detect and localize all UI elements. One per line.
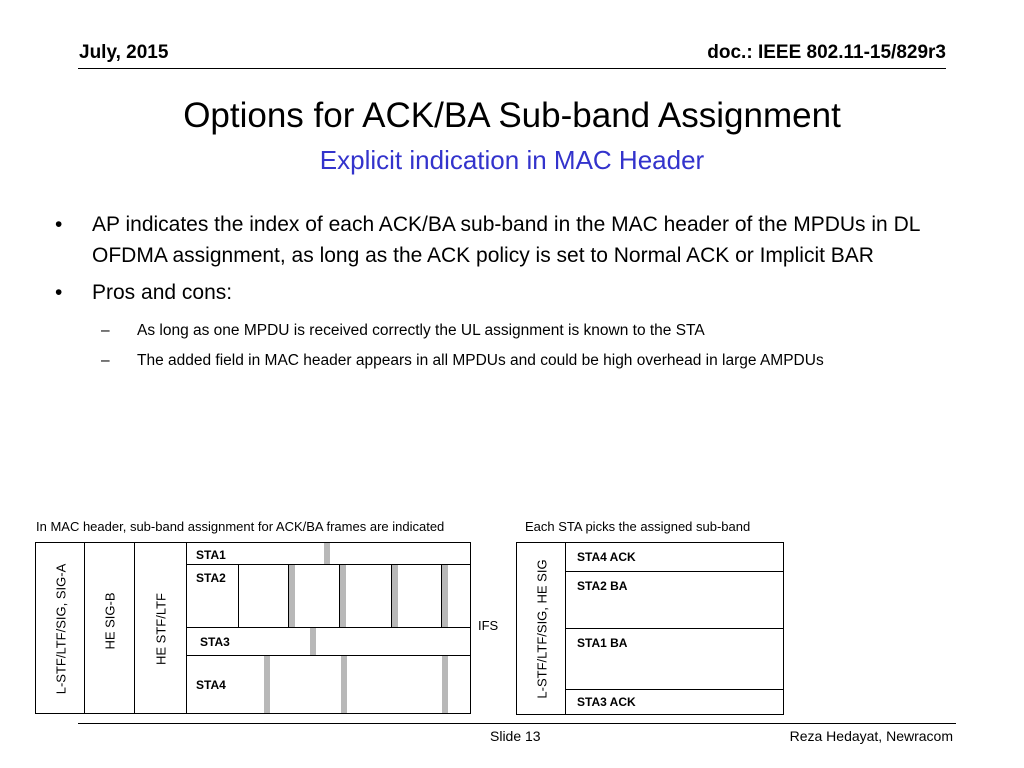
bullet-text: Pros and cons:	[92, 281, 233, 304]
sta4-ack-ru	[565, 542, 784, 572]
sta2-mpdu	[288, 564, 340, 628]
sta2-mpdu	[391, 564, 442, 628]
sub-bullet-item	[55, 316, 955, 346]
bullet-marker: •	[55, 281, 63, 304]
bullet-text: AP indicates the index of each ACK/BA sub-band in the MAC header of the MPDUs in DL OFDMA assignment, as long as the ACK policy is set to Normal ACK or Implicit BAR	[92, 213, 920, 267]
sta4-ru	[186, 655, 471, 714]
he-stf-ltf-field	[134, 542, 187, 714]
header-doc-id: doc.: IEEE 802.11-15/829r3	[707, 42, 946, 63]
slide-subtitle: Explicit indication in MAC Header	[319, 145, 705, 175]
bullet-item	[55, 210, 955, 271]
sta2-mpdu-separator	[340, 565, 346, 627]
sta2-mpdu	[339, 564, 392, 628]
dl-legacy-field	[35, 542, 85, 714]
sta1-mpdu-separator	[324, 543, 330, 564]
sub-bullet-marker: –	[101, 351, 110, 369]
sub-bullet-marker: –	[101, 321, 110, 339]
footer-author: Reza Hedayat, Newracom	[789, 728, 953, 744]
header-divider	[78, 68, 946, 69]
ul-legacy-field	[516, 542, 566, 715]
sta2-mpdu-separator	[442, 565, 448, 627]
bullet-item	[55, 278, 955, 309]
sta2-label: STA2	[196, 571, 226, 585]
sub-bullet-text: As long as one MPDU is received correctly the UL assignment is known to the STA	[137, 321, 705, 339]
he-sig-b-field	[84, 542, 135, 714]
sta3-mpdu-separator	[310, 628, 316, 655]
header-date: July, 2015	[79, 42, 169, 63]
sta4-mpdu-separator	[264, 656, 270, 713]
sta4-label: STA4	[196, 678, 226, 692]
ul-legacy-field-label: L-STF/LTF/SIG, HE SIG	[534, 559, 550, 699]
sta2-ba-ru	[565, 571, 784, 629]
bullet-marker: •	[55, 213, 63, 236]
sta3-ack-label: STA3 ACK	[577, 695, 636, 709]
sta2-mpdu-separator	[289, 565, 295, 627]
bullet-list	[55, 210, 955, 376]
ul-diagram-caption: Each STA picks the assigned sub-band	[525, 519, 751, 534]
sta2-mpdu	[238, 564, 289, 628]
sta3-ack-ru	[565, 689, 784, 715]
sta2-mpdu-separator	[392, 565, 398, 627]
sta2-ba-label: STA2 BA	[577, 579, 628, 593]
he-sig-b-label: HE SIG-B	[102, 592, 118, 650]
slide-number: Slide 13	[490, 728, 541, 744]
sta1-ba-ru	[565, 628, 784, 690]
sta1-ba-label: STA1 BA	[577, 636, 628, 650]
he-stf-ltf-label: HE STF/LTF	[153, 593, 169, 665]
dl-diagram-caption: In MAC header, sub-band assignment for ACK/BA frames are indicated	[36, 519, 445, 534]
sta4-ack-label: STA4 ACK	[577, 550, 636, 564]
sta1-label: STA1	[196, 548, 226, 562]
sta4-mpdu-separator	[341, 656, 347, 713]
sta3-label: STA3	[200, 635, 230, 649]
sta4-mpdu-separator	[442, 656, 448, 713]
sub-bullet-item	[55, 346, 955, 376]
footer-divider	[78, 723, 956, 724]
ifs-label: IFS	[478, 618, 499, 633]
dl-legacy-field-label: L-STF/LTF/SIG, SIG-A	[53, 563, 69, 695]
sub-bullet-text: The added field in MAC header appears in all MPDUs and could be high overhead in large AMPDUs	[137, 351, 824, 369]
slide-title: Options for ACK/BA Sub-band Assignment	[183, 96, 841, 135]
